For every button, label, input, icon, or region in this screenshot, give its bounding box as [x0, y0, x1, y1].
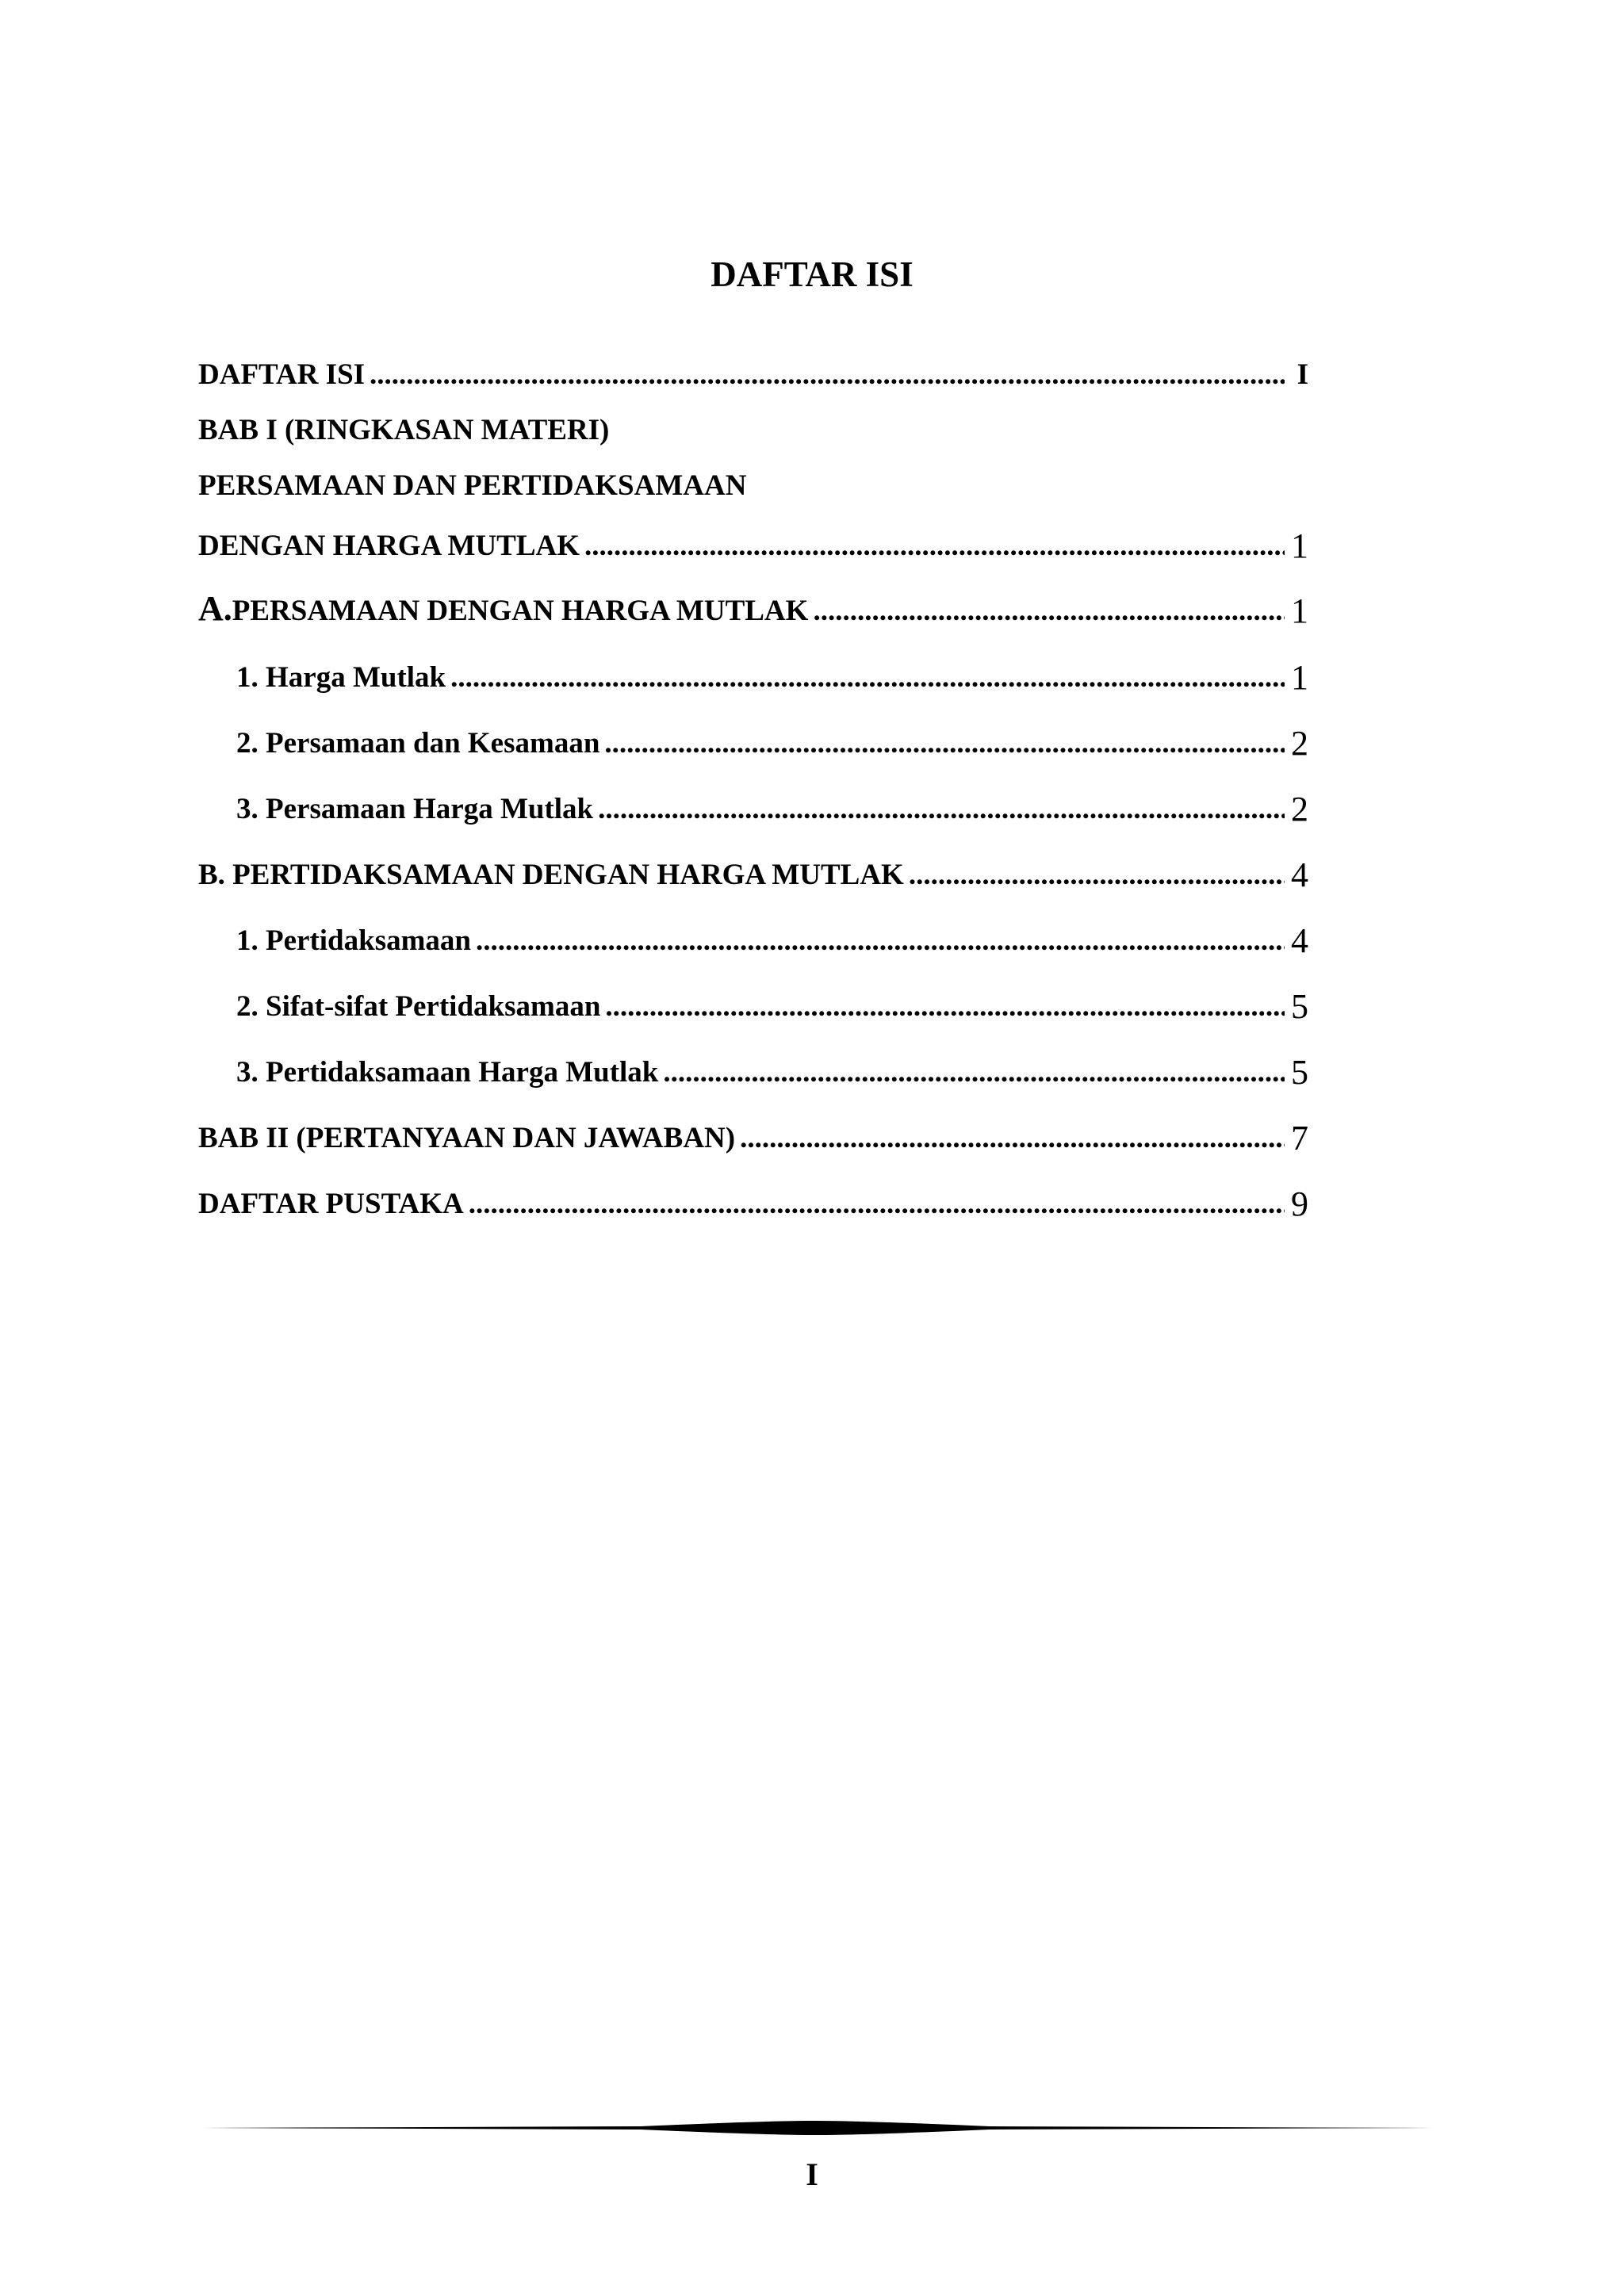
- toc-entry-daftar-isi[interactable]: [198, 346, 1308, 393]
- page-title: DAFTAR ISI: [710, 254, 914, 294]
- dot-leader: [604, 725, 1285, 762]
- toc-entry-label: DAFTAR ISI: [198, 358, 366, 391]
- page-number: I: [806, 2156, 818, 2192]
- toc-page-number: 2: [1291, 724, 1308, 763]
- toc-entry-dengan-harga-mutlak[interactable]: [198, 517, 1308, 564]
- toc-entry-label: BAB I (RINGKASAN MATERI): [198, 414, 610, 446]
- toc-entry-label: 2. Sifat-sifat Pertidaksamaan: [236, 990, 601, 1023]
- toc-page-number: 9: [1291, 1184, 1308, 1223]
- section-prefix: A.: [198, 589, 232, 628]
- toc-entry-persamaan-dan-kesamaan[interactable]: [236, 714, 1308, 762]
- dot-leader: [450, 660, 1285, 696]
- toc-page-number: 5: [1291, 1053, 1308, 1092]
- dot-leader: [605, 989, 1285, 1025]
- dot-leader: [663, 1054, 1285, 1091]
- dot-leader: [476, 923, 1285, 959]
- toc-entry-label: 1. Harga Mutlak: [236, 661, 446, 694]
- toc-entry-bab-1-subtitle[interactable]: [198, 457, 1308, 504]
- toc-entry-label: 2. Persamaan dan Kesamaan: [236, 727, 600, 760]
- toc-entry-label: 1. Pertidaksamaan: [236, 924, 471, 957]
- toc-page-number: 5: [1291, 987, 1308, 1026]
- toc-entry-label: B. PERTIDAKSAMAAN DENGAN HARGA MUTLAK: [198, 859, 904, 891]
- toc-page-number: 1: [1291, 591, 1308, 630]
- footer-divider: [197, 2109, 1434, 2141]
- dot-leader: [813, 593, 1285, 629]
- toc-entry-label: 3. Persamaan Harga Mutlak: [236, 793, 594, 825]
- toc-entry-daftar-pustaka[interactable]: [198, 1175, 1308, 1223]
- toc-entry-label: DAFTAR PUSTAKA: [198, 1188, 464, 1220]
- toc-page-number: 1: [1291, 658, 1308, 697]
- toc-page-number: 7: [1291, 1119, 1308, 1158]
- toc-page-number: 4: [1291, 921, 1308, 960]
- toc-entry-bab-2[interactable]: [198, 1109, 1308, 1157]
- toc-entry-section-b[interactable]: [198, 846, 1308, 894]
- toc-entry-persamaan-harga-mutlak[interactable]: [236, 780, 1308, 828]
- toc-page-number: 2: [1291, 790, 1308, 828]
- toc-entry-sifat-sifat-pertidaksamaan[interactable]: [236, 978, 1308, 1025]
- toc-entry-bab-1-heading[interactable]: [198, 401, 1308, 449]
- dot-leader: [584, 528, 1285, 564]
- toc-entry-pertidaksamaan-harga-mutlak[interactable]: [236, 1043, 1308, 1091]
- toc-entry-pertidaksamaan[interactable]: [236, 912, 1308, 959]
- toc-entry-label: [198, 591, 808, 629]
- toc-entry-label: DENGAN HARGA MUTLAK: [198, 530, 580, 562]
- toc-entry-section-a[interactable]: [198, 582, 1308, 629]
- dot-leader: [370, 357, 1285, 393]
- toc-page-number: I: [1297, 358, 1308, 391]
- toc-entry-label: PERSAMAAN DAN PERTIDAKSAMAAN: [198, 469, 747, 502]
- section-title: PERSAMAAN DENGAN HARGA MUTLAK: [232, 595, 809, 627]
- toc-entry-label: BAB II (PERTANYAAN DAN JAWABAN): [198, 1122, 736, 1154]
- dot-leader: [740, 1120, 1285, 1157]
- toc-entry-label: 3. Pertidaksamaan Harga Mutlak: [236, 1056, 659, 1089]
- toc-entry-harga-mutlak[interactable]: [236, 649, 1308, 696]
- toc-page-number: 4: [1291, 855, 1308, 894]
- dot-leader: [909, 857, 1285, 894]
- dot-leader: [598, 791, 1285, 828]
- dot-leader: [469, 1186, 1285, 1223]
- toc-page-number: 1: [1291, 526, 1308, 565]
